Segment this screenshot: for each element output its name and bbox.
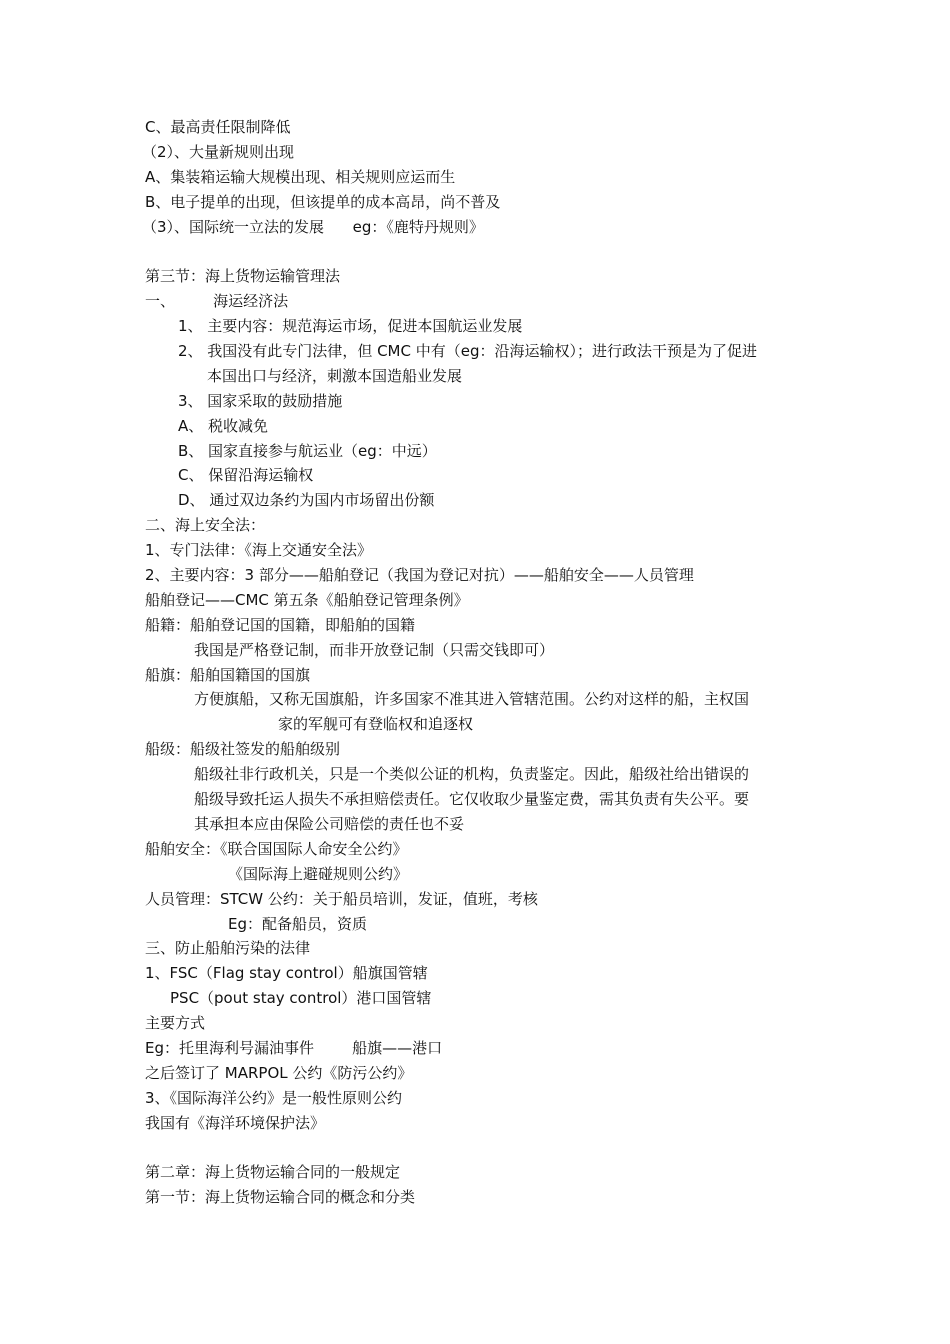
document-body — [0, 115, 950, 1210]
text-line: 人员管理：STCW 公约：关于船员培训，发证，值班，考核 — [145, 889, 538, 908]
list-item-continuation: 本国出口与经济，刺激本国造船业发展 — [207, 366, 463, 385]
text-line: 船舶登记——CMC 第五条《船舶登记管理条例》 — [145, 590, 469, 609]
list-item: B、 国家直接参与航运业（eg：中远） — [178, 441, 437, 460]
list-item: C、 保留沿海运输权 — [178, 466, 314, 485]
blank-line — [0, 239, 950, 264]
list-item: 1、 主要内容：规范海运市场，促进本国航运业发展 — [178, 317, 523, 336]
text-line: 其承担本应由保险公司赔偿的责任也不妥 — [194, 814, 465, 833]
text-line: 二、海上安全法： — [145, 516, 266, 535]
text-line: 我国是严格登记制，而非开放登记制（只需交钱即可） — [194, 640, 555, 659]
blank-line — [0, 1136, 950, 1161]
chapter-heading: 第二章：海上货物运输合同的一般规定 — [145, 1163, 401, 1182]
list-item: D、 通过双边条约为国内市场留出份额 — [178, 491, 435, 510]
text-line: 船旗：船舶国籍国的国旗 — [145, 665, 311, 684]
text-line: 船级导致托运人损失不承担赔偿责任。它仅收取少量鉴定费，需其负责有失公平。要 — [194, 790, 750, 809]
section-heading: 第三节：海上货物运输管理法 — [145, 267, 341, 286]
text-line: 船舶安全：《联合国国际人命安全公约》 — [145, 839, 408, 858]
list-item: 2、 我国没有此专门法律，但 CMC 中有（eg：沿海运输权）；进行政法干预是为了促进 — [178, 342, 757, 361]
text-line: 船级社非行政机关，只是一个类似公证的机构，负责鉴定。因此，船级社给出错误的 — [194, 765, 750, 784]
text-line: B、电子提单的出现，但该提单的成本高昂，尚不普及 — [145, 192, 501, 211]
text-line: 船籍：船舶登记国的国籍，即船舶的国籍 — [145, 615, 416, 634]
text-line: （3）、国际统一立法的发展 eg：《鹿特丹规则》 — [142, 217, 484, 236]
text-line: 家的军舰可有登临权和追逐权 — [278, 715, 474, 734]
text-line: 1、专门法律：《海上交通安全法》 — [145, 541, 373, 560]
text-line: 三、防止船舶污染的法律 — [145, 939, 311, 958]
text-line: C、最高责任限制降低 — [145, 118, 291, 136]
list-item: 3、 国家采取的鼓励措施 — [178, 391, 343, 410]
text-line: （2）、大量新规则出现 — [142, 142, 295, 161]
text-line: 船级：船级社签发的船舶级别 — [145, 740, 341, 759]
section-heading: 第一节：海上货物运输合同的概念和分类 — [145, 1188, 416, 1207]
text-line: 之后签订了 MARPOL 公约《防污公约》 — [145, 1063, 413, 1082]
text-line: 我国有《海洋环境保护法》 — [145, 1113, 326, 1132]
text-line: 《国际海上避碰规则公约》 — [228, 864, 409, 883]
text-line: Eg：托里海利号漏油事件 船旗——港口 — [145, 1038, 443, 1057]
text-line: 1、FSC（Flag stay control）船旗国管辖 — [145, 964, 428, 983]
text-line: A、集装箱运输大规模出现、相关规则应运而生 — [145, 167, 456, 186]
list-item: A、 税收减免 — [178, 416, 269, 435]
text-line: 一、 海运经济法 — [145, 292, 289, 311]
text-line: 2、主要内容：3 部分——船舶登记（我国为登记对抗）——船舶安全——人员管理 — [145, 566, 694, 585]
text-line: 主要方式 — [145, 1014, 206, 1033]
text-line: 3、《国际海洋公约》是一般性原则公约 — [145, 1088, 403, 1107]
text-line: 方便旗船，又称无国旗船，许多国家不准其进入管辖范围。公约对这样的船，主权国 — [194, 690, 750, 709]
text-line: Eg：配备船员，资质 — [228, 914, 367, 933]
text-line: PSC（pout stay control）港口国管辖 — [170, 989, 432, 1008]
